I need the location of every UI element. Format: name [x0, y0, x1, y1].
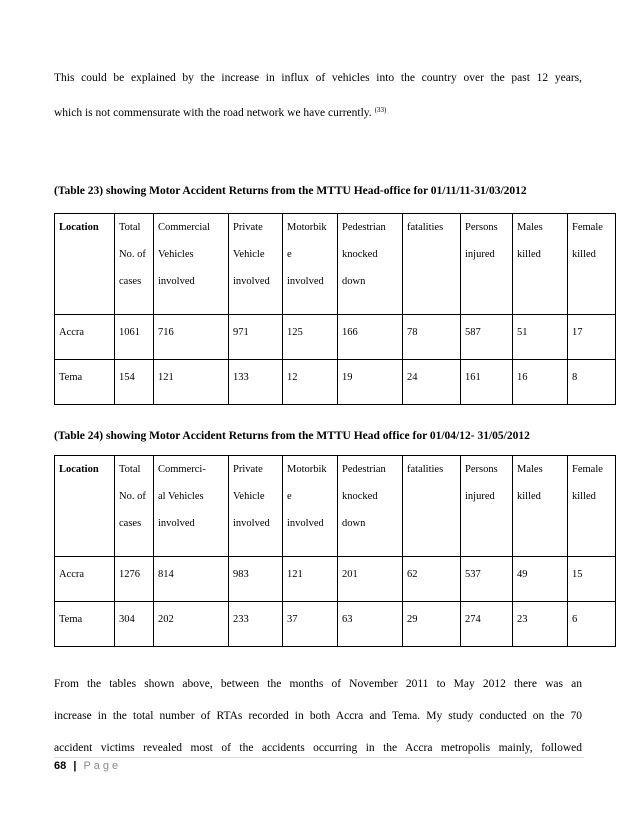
value-cell: 8 — [568, 360, 616, 405]
header-cell — [338, 214, 403, 315]
page-number: 68 — [54, 760, 67, 772]
header-cell-text: knocked — [342, 249, 378, 260]
header-cell — [154, 214, 229, 315]
value-cell: 133 — [229, 360, 283, 405]
header-cell-text: down — [342, 276, 366, 287]
header-cell-text: Males — [517, 222, 543, 233]
table-header-row — [55, 456, 616, 557]
header-cell-text: Total — [119, 464, 141, 475]
conclusion-paragraph — [54, 668, 582, 764]
footer-separator: | — [73, 760, 77, 772]
header-cell — [115, 214, 154, 315]
header-cell-text: Total — [119, 222, 141, 233]
table-row — [55, 557, 616, 602]
value-cell: 51 — [513, 315, 568, 360]
location-cell: Accra — [55, 315, 115, 360]
footer-divider — [54, 757, 584, 758]
header-cell — [55, 214, 115, 315]
header-cell-text: involved — [233, 518, 270, 529]
header-cell-text: involved — [158, 276, 195, 287]
value-cell: 1276 — [115, 557, 154, 602]
value-cell: 1061 — [115, 315, 154, 360]
intro-line-2-text: which is not commensurate with the road network we have currently. — [54, 107, 372, 119]
header-cell-text: fatalities — [407, 222, 444, 233]
header-cell-text: Location — [59, 222, 99, 233]
header-cell-text: involved — [158, 518, 195, 529]
conclusion-line-1: From the tables shown above, between the months of November 2011 to May 2012 there was an — [54, 678, 582, 690]
header-cell — [154, 456, 229, 557]
table-header-row — [55, 214, 616, 315]
header-cell — [229, 214, 283, 315]
value-cell: 121 — [154, 360, 229, 405]
header-cell-text: Motorbik — [287, 222, 327, 233]
table-24 — [54, 455, 616, 647]
header-cell-text: Vehicle — [233, 491, 265, 502]
value-cell: 304 — [115, 602, 154, 647]
header-cell-text: No. of — [119, 491, 146, 502]
value-cell: 166 — [338, 315, 403, 360]
header-cell — [403, 456, 461, 557]
header-cell — [55, 456, 115, 557]
header-cell — [283, 456, 338, 557]
value-cell: 587 — [461, 315, 513, 360]
page-label: Page — [83, 760, 122, 772]
table-24-caption: (Table 24) showing Motor Accident Returns from the MTTU Head office for 01/04/12- 31/05/2012 — [54, 430, 530, 442]
header-cell-text: Commercial — [158, 222, 210, 233]
header-cell-text: injured — [465, 249, 495, 260]
header-cell-text: Motorbik — [287, 464, 327, 475]
value-cell: 49 — [513, 557, 568, 602]
value-cell: 154 — [115, 360, 154, 405]
value-cell: 12 — [283, 360, 338, 405]
header-cell-text: Persons — [465, 222, 498, 233]
table-row — [55, 360, 616, 405]
citation-reference: (33) — [374, 106, 387, 114]
value-cell: 63 — [338, 602, 403, 647]
header-cell-text: e — [287, 249, 292, 260]
header-cell-text: Commerci- — [158, 464, 206, 475]
intro-line-2 — [54, 107, 386, 119]
value-cell: 16 — [513, 360, 568, 405]
header-cell-text: involved — [287, 276, 324, 287]
conclusion-line-3: accident victims revealed most of the accidents occurring in the Accra metropolis mainly, followed — [54, 742, 582, 754]
value-cell: 23 — [513, 602, 568, 647]
header-cell-text: Private — [233, 464, 263, 475]
value-cell: 121 — [283, 557, 338, 602]
header-cell — [338, 456, 403, 557]
table-row — [55, 602, 616, 647]
intro-paragraph — [54, 62, 582, 129]
header-cell — [568, 214, 616, 315]
header-cell-text: Pedestrian — [342, 222, 386, 233]
conclusion-line-2: increase in the total number of RTAs recorded in both Accra and Tema. My study conducted on the 70 — [54, 710, 582, 722]
value-cell: 971 — [229, 315, 283, 360]
value-cell: 716 — [154, 315, 229, 360]
header-cell-text: fatalities — [407, 464, 444, 475]
header-cell — [461, 214, 513, 315]
header-cell-text: Vehicles — [158, 249, 194, 260]
value-cell: 15 — [568, 557, 616, 602]
header-cell-text: Males — [517, 464, 543, 475]
header-cell-text: injured — [465, 491, 495, 502]
value-cell: 62 — [403, 557, 461, 602]
header-cell-text: cases — [119, 518, 142, 529]
table-23-caption: (Table 23) showing Motor Accident Returns from the MTTU Head-office for 01/11/11-31/03/2012 — [54, 185, 527, 197]
value-cell: 233 — [229, 602, 283, 647]
header-cell-text: Vehicle — [233, 249, 265, 260]
header-cell-text: Location — [59, 464, 99, 475]
value-cell: 537 — [461, 557, 513, 602]
value-cell: 24 — [403, 360, 461, 405]
table-row — [55, 315, 616, 360]
header-cell-text: killed — [572, 491, 596, 502]
value-cell: 274 — [461, 602, 513, 647]
value-cell: 29 — [403, 602, 461, 647]
value-cell: 6 — [568, 602, 616, 647]
header-cell — [229, 456, 283, 557]
table-23 — [54, 213, 616, 405]
header-cell — [568, 456, 616, 557]
header-cell-text: Private — [233, 222, 263, 233]
header-cell-text: knocked — [342, 491, 378, 502]
value-cell: 201 — [338, 557, 403, 602]
location-cell: Tema — [55, 360, 115, 405]
header-cell-text: down — [342, 518, 366, 529]
value-cell: 202 — [154, 602, 229, 647]
header-cell-text: involved — [287, 518, 324, 529]
value-cell: 78 — [403, 315, 461, 360]
value-cell: 125 — [283, 315, 338, 360]
header-cell-text: involved — [233, 276, 270, 287]
value-cell: 19 — [338, 360, 403, 405]
header-cell-text: e — [287, 491, 292, 502]
header-cell-text: al Vehicles — [158, 491, 204, 502]
intro-line-1: This could be explained by the increase in influx of vehicles into the country over the past 12 years, — [54, 72, 582, 84]
header-cell — [283, 214, 338, 315]
value-cell: 17 — [568, 315, 616, 360]
value-cell: 161 — [461, 360, 513, 405]
header-cell — [513, 456, 568, 557]
header-cell-text: cases — [119, 276, 142, 287]
header-cell — [513, 214, 568, 315]
header-cell-text: Female — [572, 464, 603, 475]
location-cell: Tema — [55, 602, 115, 647]
location-cell: Accra — [55, 557, 115, 602]
header-cell-text: Persons — [465, 464, 498, 475]
header-cell — [461, 456, 513, 557]
value-cell: 814 — [154, 557, 229, 602]
value-cell: 983 — [229, 557, 283, 602]
header-cell-text: killed — [517, 491, 541, 502]
header-cell — [403, 214, 461, 315]
header-cell-text: No. of — [119, 249, 146, 260]
header-cell-text: killed — [572, 249, 596, 260]
header-cell — [115, 456, 154, 557]
header-cell-text: Pedestrian — [342, 464, 386, 475]
header-cell-text: Female — [572, 222, 603, 233]
header-cell-text: killed — [517, 249, 541, 260]
page-footer — [54, 760, 121, 772]
value-cell: 37 — [283, 602, 338, 647]
